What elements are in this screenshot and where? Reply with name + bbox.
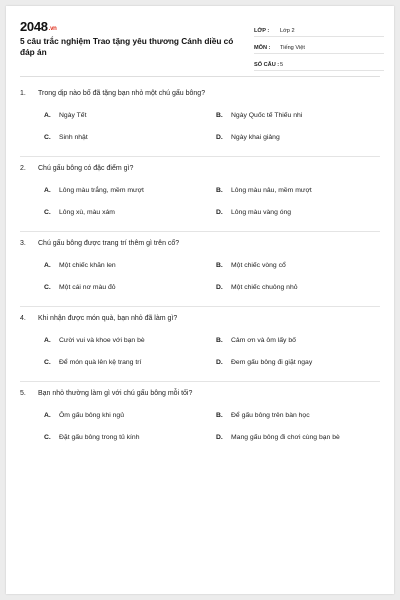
question-number: 1. <box>20 90 26 97</box>
option-text: Một chiếc khăn len <box>59 262 116 269</box>
option-letter: D. <box>216 209 223 216</box>
header-divider <box>20 76 380 77</box>
question-item <box>20 82 380 157</box>
question-line <box>20 165 133 172</box>
option-text: Cười vui và khoe với bạn bè <box>59 337 145 344</box>
option-text: Lông màu vàng óng <box>231 209 292 216</box>
question-line <box>20 315 177 322</box>
option-d[interactable] <box>216 434 340 441</box>
option-a[interactable] <box>44 187 144 194</box>
question-item <box>20 232 380 307</box>
meta-panel <box>254 20 384 71</box>
question-line <box>20 390 192 397</box>
option-text: Đem gấu bông đi giặt ngay <box>231 359 313 366</box>
brand-logo[interactable] <box>20 19 57 34</box>
meta-key: MÔN : <box>254 45 271 51</box>
option-b[interactable] <box>216 187 312 194</box>
option-b[interactable] <box>216 337 296 344</box>
document-title: 5 câu trắc nghiệm Trao tặng yêu thương Cánh diều có đáp án <box>20 36 234 57</box>
option-c[interactable] <box>44 434 140 441</box>
question-text: Trong dịp nào bố đã tặng bạn nhỏ một chú gấu bông? <box>38 90 206 97</box>
option-a[interactable] <box>44 412 124 419</box>
option-text: Để gấu bông trên bàn học <box>231 412 310 419</box>
option-d[interactable] <box>216 284 298 291</box>
question-text: Chú gấu bông được trang trí thêm gì trên cổ? <box>38 240 180 247</box>
option-letter: B. <box>216 262 223 269</box>
question-text: Khi nhận được món quà, bạn nhỏ đã làm gì? <box>38 315 178 322</box>
option-a[interactable] <box>44 337 145 344</box>
question-number: 5. <box>20 390 26 397</box>
option-text: Ngày Tết <box>59 112 87 119</box>
option-letter: A. <box>44 187 51 194</box>
option-c[interactable] <box>44 284 116 291</box>
option-d[interactable] <box>216 134 280 141</box>
question-text: Chú gấu bông có đặc điểm gì? <box>38 165 134 172</box>
question-line <box>20 90 205 97</box>
option-text: Một chiếc chuông nhỏ <box>231 284 298 291</box>
option-b[interactable] <box>216 412 310 419</box>
meta-value: Lớp 2 <box>280 28 295 34</box>
option-d[interactable] <box>216 359 312 366</box>
option-text: Lông màu trắng, mềm mượt <box>59 187 144 194</box>
option-letter: C. <box>44 134 51 141</box>
option-letter: A. <box>44 262 51 269</box>
option-d[interactable] <box>216 209 291 216</box>
option-a[interactable] <box>44 262 116 269</box>
option-letter: B. <box>216 412 223 419</box>
meta-row-subject <box>254 37 384 54</box>
option-letter: C. <box>44 284 51 291</box>
option-text: Một cái nơ màu đỏ <box>59 284 116 291</box>
option-text: Ngày khai giảng <box>231 134 280 141</box>
option-letter: D. <box>216 434 223 441</box>
meta-row-class <box>254 20 384 37</box>
option-c[interactable] <box>44 209 115 216</box>
question-text: Bạn nhỏ thường làm gì với chú gấu bông mỗi tối? <box>38 390 193 397</box>
question-item <box>20 307 380 382</box>
worksheet-page <box>6 6 394 594</box>
option-letter: C. <box>44 434 51 441</box>
option-text: Một chiếc vòng cổ <box>231 262 286 269</box>
option-a[interactable] <box>44 112 86 119</box>
option-letter: D. <box>216 284 223 291</box>
question-list <box>20 82 380 456</box>
meta-key: SỐ CÂU : <box>254 62 280 68</box>
option-letter: A. <box>44 337 51 344</box>
option-text: Lông màu nâu, mềm mượt <box>231 187 312 194</box>
option-letter: D. <box>216 134 223 141</box>
option-letter: A. <box>44 112 51 119</box>
question-number: 3. <box>20 240 26 247</box>
option-letter: A. <box>44 412 51 419</box>
option-letter: B. <box>216 187 223 194</box>
option-letter: C. <box>44 209 51 216</box>
option-c[interactable] <box>44 134 88 141</box>
question-number: 2. <box>20 165 26 172</box>
option-text: Mang gấu bông đi chơi cùng bạn bè <box>231 434 340 441</box>
option-letter: B. <box>216 337 223 344</box>
option-b[interactable] <box>216 112 302 119</box>
question-item <box>20 157 380 232</box>
option-text: Để món quà lên kệ trang trí <box>59 359 142 366</box>
option-text: Ngày Quốc tế Thiếu nhi <box>231 112 303 119</box>
brand-tld: .vn <box>48 26 57 32</box>
option-letter: B. <box>216 112 223 119</box>
option-text: Lông xù, màu xám <box>59 209 115 216</box>
option-text: Sinh nhật <box>59 134 88 141</box>
question-line <box>20 240 179 247</box>
question-number: 4. <box>20 315 26 322</box>
option-letter: D. <box>216 359 223 366</box>
option-b[interactable] <box>216 262 286 269</box>
brand-name: 2048 <box>20 19 48 34</box>
option-text: Cảm ơn và ôm lấy bố <box>231 337 296 344</box>
meta-row-count <box>254 54 384 71</box>
option-text: Đặt gấu bông trong tủ kính <box>59 434 140 441</box>
meta-value: Tiếng Việt <box>280 45 305 51</box>
meta-key: LỚP : <box>254 28 270 34</box>
meta-value: 5 <box>280 62 284 68</box>
option-letter: C. <box>44 359 51 366</box>
option-c[interactable] <box>44 359 141 366</box>
option-text: Ôm gấu bông khi ngủ <box>59 412 124 419</box>
question-item <box>20 382 380 456</box>
